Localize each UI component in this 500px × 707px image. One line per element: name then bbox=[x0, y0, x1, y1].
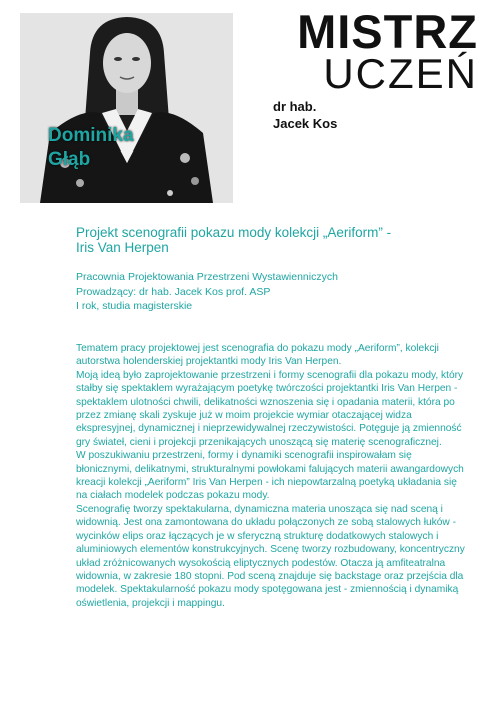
project-title: Projekt scenografii pokazu mody kolekcji „Aeriform” - Iris Van Herpen bbox=[76, 225, 392, 255]
brand-bottom: UCZEŃ bbox=[323, 50, 478, 97]
brand-top: MISTRZ bbox=[297, 5, 478, 58]
student-portrait bbox=[20, 13, 233, 203]
description-paragraph: Moją ideą było zaprojektowanie przestrzeni i formy scenografii dla pokazu mody, który stałby się spektaklem wyrażającym poetykę twórczości projektantki Iris Van Herpen - spektaklem ulotności chwili, delikatności wznoszenia się i opadania materii, która po przez zmianę skali zyskuje już w moim projekcie wymiar otaczającej widza ekspresyjnej, dynamicznej i nieprzewidywalnej rzeczywistości. Potęguje ją zmienność gry świateł, cieni i projekcji przenikających unoszącą się materię scenograficznej. bbox=[76, 369, 464, 448]
project-description bbox=[76, 342, 466, 610]
student-first-name: Dominika bbox=[48, 125, 134, 146]
mentor-title: dr hab. bbox=[273, 99, 317, 114]
mentor-fullname: Jacek Kos bbox=[273, 116, 338, 131]
description-paragraph: W poszukiwaniu przestrzeni, formy i dynamiki scenografii inspirowałam się błonicznymi, delikatnymi, strukturalnymi powłokami falujących materii awangardowych kreacji kolekcji „Aeriform” Iris Van Herpen - ich niepowtarzalną poetyką układania się na ciałach modelek podczas pokazu mody. bbox=[76, 450, 464, 502]
study-level: I rok, studia magisterskie bbox=[76, 300, 193, 312]
brand-logo bbox=[297, 5, 478, 97]
portrait-illustration bbox=[20, 13, 233, 203]
description-paragraph: Tematem pracy projektowej jest scenografia do pokazu mody „Aeriform”, kolekcji autorstwa holenderskiej projektantki mody Iris Van Herpen. bbox=[76, 343, 439, 368]
description-paragraph: Scenografię tworzy spektakularna, dynamiczna materia unosząca się nad sceną i widownią. Jest ona zamontowana do układu połączonych ze sobą stalowych łuków - wycinków elips oraz łączących je w sferyczną strukturę dodatkowych stalowych i aluminiowych elementów konstrukcyjnych. Scenę tworzy rozbudowany, koncentryczny układ zróżnicowanych wysokością eliptycznych podestów. Otacza ją amfiteatralna widownia, w zakresie 180 stopni. Pod sceną znajduje się backstage oraz przejścia dla modelek. Spektakularność pokazu mody spotęgowana jest - zmiennością i dynamiką oświetlenia, projekcji i mappingu. bbox=[76, 503, 465, 609]
mentor-name bbox=[273, 98, 337, 132]
student-last-name: Głąb bbox=[48, 149, 91, 170]
student-name bbox=[48, 124, 134, 172]
supervisor: Prowadzący: dr hab. Jacek Kos prof. ASP bbox=[76, 285, 271, 298]
studio-name: Pracownia Projektowania Przestrzeni Wystawienniczych bbox=[76, 271, 338, 283]
project-meta bbox=[76, 270, 338, 314]
